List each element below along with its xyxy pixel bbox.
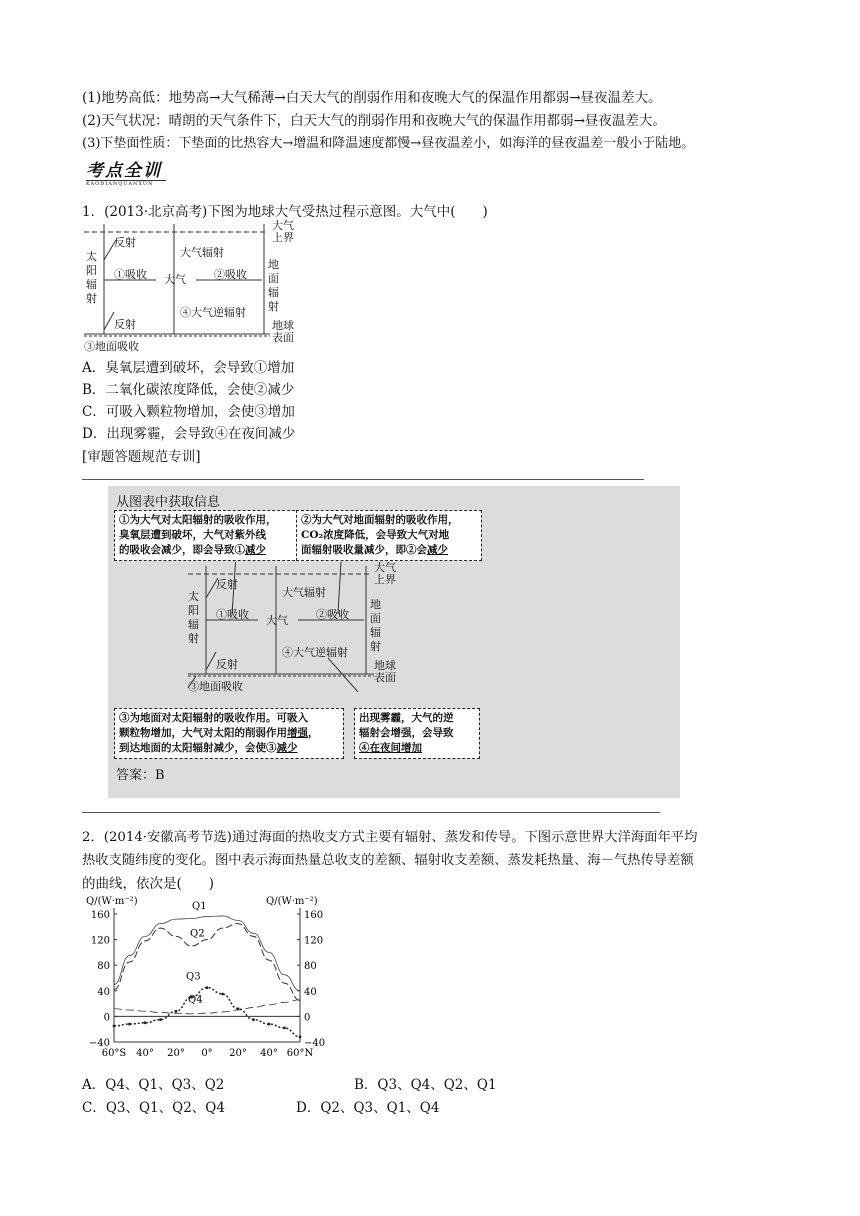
series-point-q3 bbox=[221, 993, 224, 996]
d1-absorb1: ①吸收 bbox=[114, 268, 147, 281]
series-label-q3: Q3 bbox=[186, 971, 201, 983]
y-tick-label-right: 0 bbox=[304, 1012, 311, 1024]
y-tick-label-left: 80 bbox=[97, 961, 110, 973]
x-tick-label: 20° bbox=[229, 1048, 247, 1059]
q1-option-d: D．出现雾霾，会导致④在夜间减少 bbox=[82, 426, 296, 442]
d1-solar-label: 太 阳 辐 射 bbox=[86, 250, 97, 305]
intro-line-1: (1)地势高低：地势高→大气稀薄→白天大气的削弱作用和夜晚大气的保温作用都弱→昼夜温差大。 bbox=[82, 90, 662, 106]
answer-text: 答案：B bbox=[116, 768, 165, 783]
d1-back-rad: ④大气逆辐射 bbox=[180, 306, 246, 319]
y-tick-label-right: 120 bbox=[304, 935, 324, 947]
series-label-q2: Q2 bbox=[190, 928, 205, 940]
y-tick-label-left: 120 bbox=[90, 935, 110, 947]
d1-surface-label: 地球 表面 bbox=[272, 319, 294, 344]
series-point-q3 bbox=[299, 1035, 302, 1038]
d2-reflect-top: 反射 bbox=[216, 578, 238, 591]
q1-option-c: C．可吸入颗粒物增加，会使③增加 bbox=[82, 404, 295, 420]
y-tick-label-right: 80 bbox=[304, 961, 317, 973]
series-point-q3 bbox=[206, 986, 209, 989]
note-3: ③为地面对太阳辐射的吸收作用。可吸入 颗粒物增加，大气对太阳的削弱作用增强， 到达地面的太阳辐射减少，会使③减少 bbox=[114, 708, 344, 759]
series-line-q1 bbox=[114, 916, 300, 991]
q1-stem: 1．(2013·北京高考)下图为地球大气受热过程示意图。大气中( ) bbox=[82, 204, 488, 220]
d1-atm: 大气 bbox=[164, 273, 186, 286]
series-point-q3 bbox=[128, 1023, 131, 1026]
series-label-q1: Q1 bbox=[192, 900, 207, 912]
y-axis-label-left: Q/(W·m⁻²) bbox=[86, 896, 138, 907]
d1-reflect-bottom: 反射 bbox=[114, 318, 136, 331]
q2-option-d: D．Q2、Q3、Q1、Q4 bbox=[296, 1100, 440, 1116]
series-point-q3 bbox=[268, 1023, 271, 1026]
y-axis-label-right: Q/(W·m⁻²) bbox=[266, 896, 318, 907]
q2-option-a: A．Q4、Q1、Q3、Q2 bbox=[82, 1077, 225, 1093]
y-tick-label-right: −40 bbox=[304, 1038, 326, 1049]
q1-option-a: A．臭氧层遭到破坏，会导致①增加 bbox=[82, 360, 295, 376]
d1-ground-absorb: ③地面吸收 bbox=[84, 340, 139, 353]
series-point-q3 bbox=[159, 1018, 162, 1021]
d2-top-label: 大气 上界 bbox=[374, 561, 396, 586]
note-1: ①为大气对太阳辐射的吸收作用， 臭氧层遭到破坏，大气对紫外线 的吸收会减少，即会导致①减少 bbox=[114, 510, 300, 561]
y-tick-label-left: 40 bbox=[97, 986, 110, 998]
d1-absorb2: ②吸收 bbox=[214, 268, 247, 281]
series-point-q3 bbox=[175, 1010, 178, 1013]
y-tick-label-right: 40 bbox=[304, 986, 317, 998]
section-banner bbox=[86, 156, 166, 187]
x-tick-label: 40° bbox=[260, 1048, 278, 1059]
q2-stem-1: 2．(2014·安徽高考节选)通过海面的热收支方式主要有辐射、蒸发和传导。下图示意世界大洋海面年平均 bbox=[82, 830, 698, 845]
d1-ground-rad-label: 地 面 辐 射 bbox=[268, 258, 279, 313]
series-point-q3 bbox=[252, 1018, 255, 1021]
x-tick-label: 60°N bbox=[286, 1048, 314, 1059]
d2-reflect-bottom: 反射 bbox=[216, 658, 238, 671]
d2-ground-rad-label: 地 面 辐 射 bbox=[370, 598, 381, 653]
divider-bottom bbox=[82, 812, 660, 813]
note-4: 出现雾霾，大气的逆 辐射会增强，会导致 ④在夜间增加 bbox=[354, 708, 480, 759]
series-point-q3 bbox=[144, 1021, 147, 1024]
d2-atm: 大气 bbox=[266, 614, 288, 627]
divider-top bbox=[82, 479, 644, 480]
q2-stem-3: 的曲线，依次是( ) bbox=[82, 876, 215, 892]
y-tick-label-left: −40 bbox=[88, 1038, 110, 1049]
x-tick-label: 60°S bbox=[101, 1048, 127, 1059]
q1-section-tag: [审题答题规范专训] bbox=[82, 449, 201, 465]
d1-atm-rad: 大气辐射 bbox=[180, 246, 224, 259]
d1-top-label: 大气 上界 bbox=[272, 219, 294, 244]
q2-option-c: C．Q3、Q1、Q2、Q4 bbox=[82, 1100, 225, 1116]
analysis-box bbox=[108, 486, 680, 798]
chart-svg bbox=[84, 892, 334, 1068]
analysis-heading: 从图表中获取信息 bbox=[116, 495, 221, 510]
d1-reflect-top: 反射 bbox=[114, 236, 136, 249]
q2-option-b: B．Q3、Q4、Q2、Q1 bbox=[354, 1077, 497, 1093]
y-tick-label-left: 0 bbox=[103, 1012, 110, 1024]
atmosphere-heating-diagram-1 bbox=[84, 219, 304, 353]
d2-solar-label: 太 阳 辐 射 bbox=[188, 590, 199, 645]
x-tick-label: 20° bbox=[167, 1048, 185, 1059]
series-label-q4: Q4 bbox=[188, 994, 203, 1006]
series-line-q3 bbox=[114, 988, 300, 1037]
y-tick-label-right: 160 bbox=[304, 910, 324, 921]
series-point-q3 bbox=[113, 1025, 116, 1028]
d2-absorb1: ①吸收 bbox=[216, 608, 249, 621]
note-2: ②为大气对地面辐射的吸收作用， CO₂浓度降低，会导致大气对地 面辐射吸收量减少，即②会减少 bbox=[296, 510, 482, 561]
intro-line-2: (2)天气状况：晴朗的天气条件下，白天大气的削弱作用和夜晚大气的保温作用都弱→昼夜温差大。 bbox=[82, 113, 666, 129]
intro-line-3: (3)下垫面性质：下垫面的比热容大→增温和降温速度都慢→昼夜温差小，如海洋的昼夜温差一般小于陆地。 bbox=[82, 136, 695, 151]
x-tick-label: 0° bbox=[201, 1048, 213, 1059]
d2-atm-rad: 大气辐射 bbox=[282, 586, 326, 599]
series-point-q3 bbox=[283, 1027, 286, 1030]
q2-stem-2: 热收支随纬度的变化。图中表示海面热量总收支的差额、辐射收支差额、蒸发耗热量、海－气热传导差额 bbox=[82, 853, 694, 868]
banner-title: 考点全训 bbox=[86, 161, 162, 181]
series-line-q4 bbox=[114, 1000, 300, 1014]
d2-surface-label: 地球 表面 bbox=[374, 659, 396, 684]
d2-ground-absorb: ③地面吸收 bbox=[188, 680, 243, 693]
banner-subtitle: KAODIANQUANXUN bbox=[86, 180, 166, 187]
q1-option-b: B．二氧化碳浓度降低，会使②减少 bbox=[82, 382, 295, 398]
x-tick-label: 40° bbox=[136, 1048, 154, 1059]
heat-budget-chart bbox=[84, 892, 334, 1068]
atmosphere-heating-diagram-2 bbox=[178, 562, 418, 692]
y-tick-label-left: 160 bbox=[90, 910, 110, 921]
d2-absorb2: ②吸收 bbox=[316, 608, 349, 621]
d2-back-rad: ④大气逆辐射 bbox=[282, 646, 348, 659]
